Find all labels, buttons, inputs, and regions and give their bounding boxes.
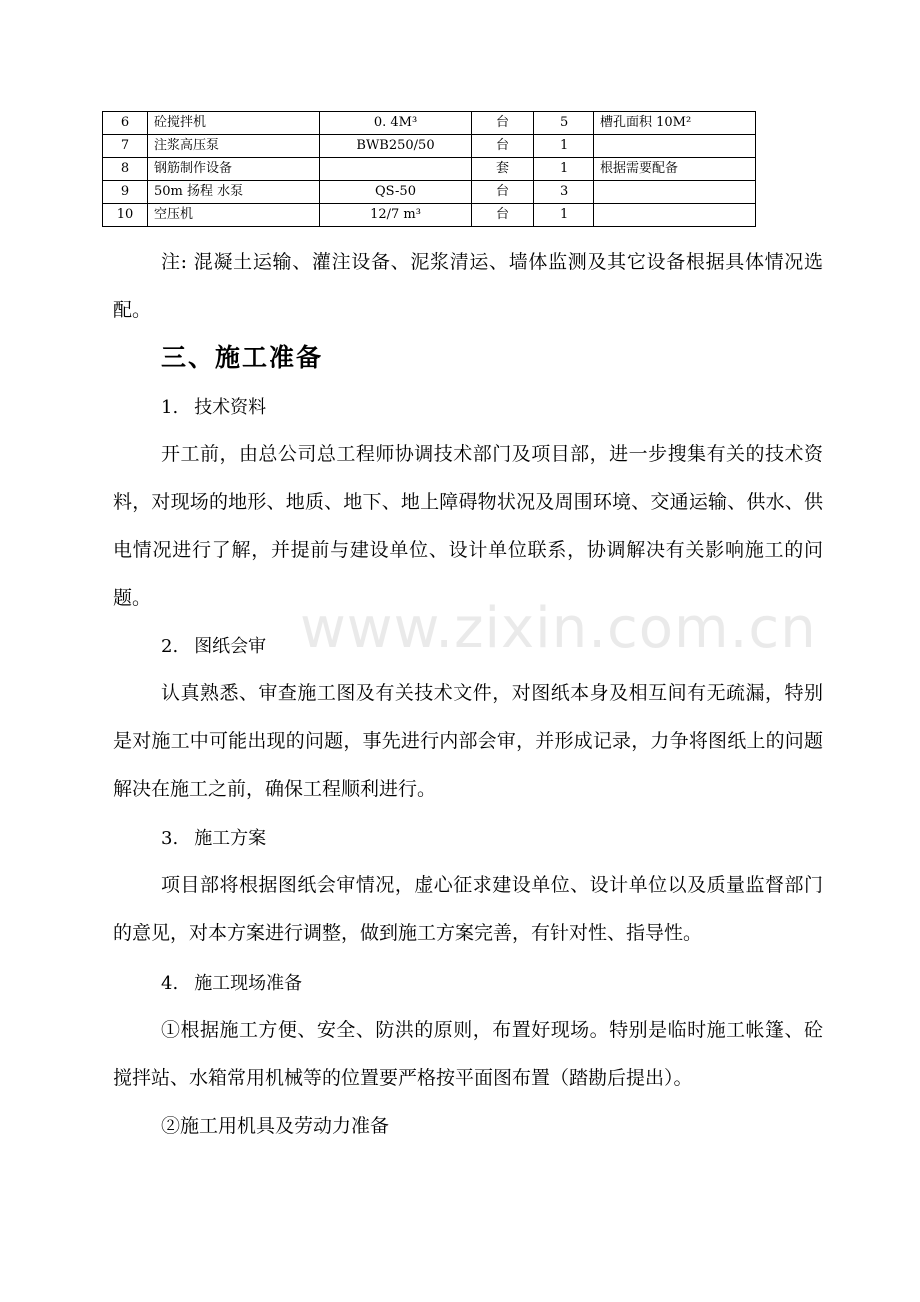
subsection-body-3 <box>113 861 823 957</box>
subsection-body-4 <box>113 1006 823 1150</box>
subsection-body-1 <box>113 430 823 622</box>
subsection-title: 图纸会审 <box>194 636 267 657</box>
subsection-number: 2. <box>161 636 179 657</box>
table-row <box>103 204 756 227</box>
subsection-heading-2 <box>161 632 266 662</box>
body-paragraph: 开工前，由总公司总工程师协调技术部门及项目部，进一步搜集有关的技术资料，对现场的地形、地质、地下、地上障碍物状况及周围环境、交通运输、供水、供电情况进行了解，并提前与建设单位、设计单位联系，协调解决有关影响施工的问题。 <box>113 443 823 609</box>
cell-no: 6 <box>103 112 148 135</box>
cell-remark: 根据需要配备 <box>594 158 756 181</box>
cell-name: 钢筋制作设备 <box>148 158 320 181</box>
cell-qty: 5 <box>534 112 594 135</box>
section-title: 三、施工准备 <box>161 343 324 372</box>
subsection-number: 1. <box>161 397 179 418</box>
cell-unit: 台 <box>472 204 534 227</box>
cell-no: 10 <box>103 204 148 227</box>
cell-name: 注浆高压泵 <box>148 135 320 158</box>
cell-unit: 台 <box>472 135 534 158</box>
cell-spec: 0. 4M³ <box>320 112 472 135</box>
body-paragraph-last: ②施工用机具及劳动力准备 <box>161 1115 390 1137</box>
subsection-title: 施工方案 <box>194 828 267 849</box>
cell-spec: 12/7 m³ <box>320 204 472 227</box>
cell-unit: 台 <box>472 181 534 204</box>
cell-unit: 台 <box>472 112 534 135</box>
cell-spec: QS-50 <box>320 181 472 204</box>
cell-remark: 槽孔面积 10M² <box>594 112 756 135</box>
table-note <box>113 238 823 334</box>
subsection-body-2 <box>113 669 823 813</box>
subsection-number: 4. <box>161 973 179 994</box>
subsection-heading-3 <box>161 824 266 854</box>
cell-remark <box>594 204 756 227</box>
table-row <box>103 181 756 204</box>
subsection-heading-1 <box>161 393 266 423</box>
cell-no: 9 <box>103 181 148 204</box>
subsection-title: 施工现场准备 <box>194 973 303 994</box>
cell-remark <box>594 181 756 204</box>
cell-name: 空压机 <box>148 204 320 227</box>
subsection-title: 技术资料 <box>194 397 267 418</box>
cell-qty: 3 <box>534 181 594 204</box>
note-paragraph: 注: 混凝土运输、灌注设备、泥浆清运、墙体监测及其它设备根据具体情况选配。 <box>113 251 823 321</box>
cell-remark <box>594 135 756 158</box>
cell-no: 7 <box>103 135 148 158</box>
equipment-table <box>102 111 756 227</box>
subsection-number: 3. <box>161 828 179 849</box>
subsection-heading-4 <box>161 969 302 999</box>
cell-spec: BWB250/50 <box>320 135 472 158</box>
cell-qty: 1 <box>534 158 594 181</box>
cell-unit: 套 <box>472 158 534 181</box>
table-row <box>103 135 756 158</box>
cell-name: 砼搅拌机 <box>148 112 320 135</box>
cell-no: 8 <box>103 158 148 181</box>
cell-name: 50m 扬程 水泵 <box>148 181 320 204</box>
body-paragraph: 项目部将根据图纸会审情况，虚心征求建设单位、设计单位以及质量监督部门的意见，对本方案进行调整，做到施工方案完善，有针对性、指导性。 <box>113 874 823 944</box>
body-paragraph: ①根据施工方便、安全、防洪的原则，布置好现场。特别是临时施工帐篷、砼搅拌站、水箱常用机械等的位置要严格按平面图布置（踏勘后提出）。 <box>113 1019 823 1089</box>
cell-qty: 1 <box>534 135 594 158</box>
cell-qty: 1 <box>534 204 594 227</box>
body-paragraph: 认真熟悉、审查施工图及有关技术文件，对图纸本身及相互间有无疏漏，特别是对施工中可能出现的问题，事先进行内部会审，并形成记录，力争将图纸上的问题解决在施工之前，确保工程顺利进行。 <box>113 682 823 800</box>
table-row <box>103 158 756 181</box>
cell-spec <box>320 158 472 181</box>
watermark-text: www.zixin.com.cn <box>300 596 817 661</box>
table-row <box>103 112 756 135</box>
